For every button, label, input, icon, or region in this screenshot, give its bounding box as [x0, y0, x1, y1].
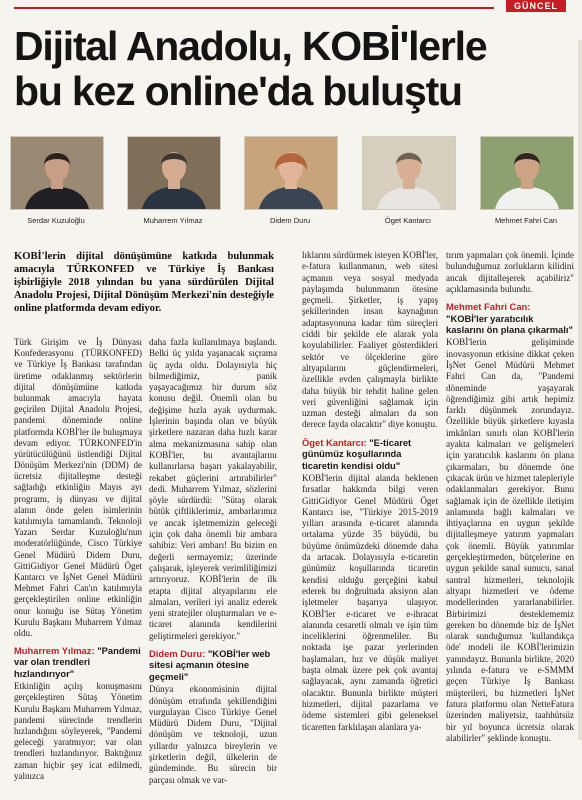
header-rule — [14, 7, 494, 9]
portrait-frame — [480, 136, 574, 210]
subheading-duru — [149, 648, 277, 682]
subheading-speaker: Mehmet Fahri Can: — [446, 301, 531, 313]
portrait-frame — [10, 136, 104, 210]
article-column-2 — [149, 337, 277, 786]
article-column-4 — [446, 250, 574, 744]
section-header — [0, 0, 582, 14]
headline — [14, 24, 572, 114]
speaker-photo-2 — [127, 136, 219, 225]
body-paragraph: Etkinliğin açılış konuşmasını gerçekleştiren Sütaş Yönetim Kurulu Başkanı Muharrem Yılmaz, pandemi sürecinde trendlerin hızlandığını söyleyerek, "Pandemi geleceği yaratmıyor; var olan trendleri hızlandırıyor. Baktığınız zaman hiçbir şey icat edilmedi, yalnızca — [14, 681, 142, 781]
speaker-caption: Öget Kantarcı — [384, 216, 432, 225]
body-paragraph: KOBİ'lerin dijital alanda beklenen fırsatlar hakkında bilgi veren GittiGidiyor Genel Müdürü Öget Kantarcı ise, "Türkiye 2015-2019 yılları arasında e-ticaret alanında ortalama yüzde 35 büyüdü, bu büyüme önümüzdeki dönemde daha da artacak. Dolayısıyla e-ticaretin günümüz koşullarında ticaretin kendisi olduğu gerçeğini kabul ederek bu doğrultuda aksiyon alan işletmeler başarıya ulaşıyor. KOBİ'ler e-ticaret ve e-ihracat alanında cesaretli olmalı ve işin tüm inceliklerini öğrenmeliler. Bu noktada işe pazar yerlerinden başlamaları, hız ve düşük maliyet başta olmak üzere pek çok avantaj sağlayacak, aynı zamanda öğretici olacaktır. Bununla birlikte müşteri hizmetleri, dijital pazarlama ve ödeme sistemleri gibi geleneksel ticaretten farklılaşan alanlara ya- — [302, 472, 438, 732]
body-paragraph: KOBİ'lerin gelişiminde inovasyonun etkisine dikkat çeken İşNet Genel Müdürü Mehmet Fahri Can da, "Pandemi döneminde yaşayarak öğrendiğimiz gibi artık hepimiz farklı düşünmek zorundayız. Özellikle büyük şirketlere kıyasla imkânları sınırlı olan KOBİ'lerin ayakta kalmaları ve gelişmeleri için yaratıcılık kaslarını ön plana çıkarmaları, bu dönemde öne çıkacak ürün ve hizmet talepleriyle odaklanmaları gerekiyor. Bunu sağlamak için de özellikle iletişim anlamında bağlı kalmaları ve ihtiyaçlarına en uygun şekilde dijitalleşmeye yatırım yapmaları çok önemli. Büyük yatırımlar gerçekleştirmeden, bütçelerine en uygun şekilde sanal sunucu, sanal santral hizmetleri, teknolojik altyapı hizmetleri ve ödeme modellerinden yararlanabilirler. Birbirimizi desteklememiz gereken bu dönemde biz de İşNet olarak sunduğumuz 'kullandıkça öde' modeli ile KOBİ'lerimizin yanındayız. Bununla birlikte, 2020 yılında e-fatura ve e-SMMM geçen Türkiye İş Bankası müşterileri, bu hizmetleri İşNet fatura platformu olan NetteFatura üzerinden maliyetsiz, taahhütsüz bir yıl boyunca ücretsiz olarak alabilirler" şeklinde konuştu. — [446, 337, 574, 743]
portrait-frame — [244, 136, 338, 210]
subheading-kantarci — [302, 437, 438, 471]
speaker-photos — [10, 136, 572, 236]
speaker-photo-4 — [362, 136, 454, 225]
portrait-image — [363, 137, 455, 209]
article-lead: KOBİ'lerin dijital dönüşümüne katkıda bulunmak amacıyla TÜRKONFED ve Türkiye İş Bankası işbirliğiyle 2018 yılından bu yana sürdürülen Dijital Anadolu Projesi, Dijital Dönüşüm Merkezi'nin desteğiyle online platformda devam ediyor. — [14, 251, 274, 315]
body-paragraph: lıklarını sürdürmek isteyen KOBİ'ler, e-fatura kullanmanın, web sitesi açmanın veya sosyal medyada paylaşımda bulunmanın ötesine geçmeli. Şirketler, iş yapış şekillerinden insan kaynağının adaptasyonuna kadar tüm süreçleri ciddi bir şekilde ele alarak yola koyulabilirler. Faaliyet gösterdikleri sektör ve ölçeklerine göre altyapılarını güçlendirmeleri, özellikle evden çalışmayla birlikte daha büyük bir tehdit haline gelen veri güvenliğini sağlamak için uzman desteği almaları da son derece fayda olacaktır" diye konuştu. — [302, 250, 438, 430]
portrait-image — [11, 137, 103, 209]
page-edge — [578, 40, 582, 740]
portrait-image — [245, 137, 337, 209]
speaker-caption: Mehmet Fahri Can — [494, 216, 558, 225]
subheading-quote: "Pandemi var olan trendleri hızlandırıyor" — [14, 645, 141, 679]
portrait-frame — [362, 136, 456, 210]
speaker-caption: Muharrem Yılmaz — [143, 216, 203, 225]
section-tag: GÜNCEL — [506, 0, 566, 12]
body-paragraph: daha fazla kullanılmaya başlandı. Belki üç yılda yaşanacak sıçrama üç ayda oldu. Dolayısıyla hiç bilmediğimiz, panik yaşayacağımız bir durum söz konusu değil. Önemli olan bu değişime hızla ayak uydurmak. İşlerinin başında olan ve büyük şirketlere nazaran daha hızlı karar alma mekanizmasına sahip olan KOBİ'ler, bu avantajlarını kullanırlarsa başarı yakalayabilir, rekabet güçlerini artırabilirler" dedi. Muharrem Yılmaz, sözlerini şöyle sürdürdü: "Sütaş olarak bütük çiftliklerimiz, ambarlarımız ve ancak işletmemizin geleceği için çok daha önemli bir ambara sahibiz: Veri ambarı! Bu bizim en değerli sermayemiz; üzerinde çalışarak, işleyerek verimliliğimizi artırıyoruz. KOBİ'lerin de ilk etapta dijital altyapılarını ele almaları, verileri iyi analiz ederek yeni stratejiler oluşturmaları ve e-ticaret alanında kendilerini geliştirmeleri gerekiyor." — [149, 337, 277, 641]
speaker-caption: Didem Duru — [269, 216, 310, 225]
subheading-quote: "KOBİ'ler yaratıcılık kaslarını ön plana çıkarmalı" — [446, 312, 573, 335]
portrait-image — [481, 137, 573, 209]
portrait-image — [128, 137, 220, 209]
speaker-photo-5 — [480, 136, 572, 225]
portrait-frame — [127, 136, 221, 210]
subheading-can — [446, 301, 574, 335]
body-paragraph: Türk Girişim ve İş Dünyası Konfederasyonu (TÜRKONFED) ve Türkiye İş Bankası tarafından üretime odaklanmış sektörlerin dijital dönüşümüne katkıda bulunmak amacıyla hayata geçirilen Dijital Anadolu Projesi, pandemi döneminde online platformda KOBİ'ler ile buluşmaya devam ediyor. TÜRKONFED'in yürütücülüğünü üstlendiği Dijital Dönüşüm Merkezi'nin (DDM) de ücretsiz dijitalleşme desteği sağladığı etkinliğin Mayıs ayı programı, iş dünyası ve dijital alanın önde gelen isimlerinin katılımıyla tamamlandı. Teknoloji Yazarı Serdar Kuzuloğlu'nun moderatörlüğünde, Cisco Türkiye Genel Müdürü Didem Duru, GittiGidiyor Genel Müdürü Öget Kantarcı ve İşNet Genel Müdürü Mehmet Fahri Can'ın katılımıyla gerçekleştirilen online etkinliğin onur konuğu ise Sütaş Yönetim Kurulu Başkanı Muharrem Yılmaz oldu. — [14, 337, 142, 638]
headline-line-2: bu kez online'da buluştu — [14, 68, 462, 114]
body-paragraph: Dünya ekonomisinin dijital dönüşüm etrafında şekillendiğini vurgulayan Cisco Türkiye Genel Müdürü Didem Duru, "Dijital dönüşüm ve teknoloji, uzun yıllardır yalnızca bireylerin ve şirketlerin değil, ülkelerin de gündeminde. Bu sürecin bir parçası olmak ve var- — [149, 684, 277, 785]
speaker-caption: Serdar Kuzuloğlu — [27, 216, 85, 225]
subheading-yilmaz — [14, 645, 142, 679]
subheading-quote: "KOBİ'ler web sitesi açmanın ötesine geçmeli" — [149, 648, 271, 682]
article-column-3 — [302, 250, 438, 733]
subheading-quote: "E-ticaret günümüz koşullarında ticaretin kendisi oldu" — [302, 436, 412, 471]
speaker-photo-3 — [244, 136, 336, 225]
subheading-speaker: Muharrem Yılmaz: — [14, 645, 95, 657]
subheading-speaker: Didem Duru: — [149, 648, 206, 660]
article-column-1 — [14, 337, 142, 782]
speaker-photo-1 — [10, 136, 102, 225]
subheading-speaker: Öget Kantarcı: — [302, 436, 367, 448]
body-paragraph: tırım yapmaları çok önemli. İçinde bulunduğumuz zorlukların kilidini ancak dijitalleşerek açabiliriz" açıklamasında bulundu. — [446, 250, 574, 294]
headline-line-1: Dijital Anadolu, KOBİ'lerle — [14, 23, 487, 69]
